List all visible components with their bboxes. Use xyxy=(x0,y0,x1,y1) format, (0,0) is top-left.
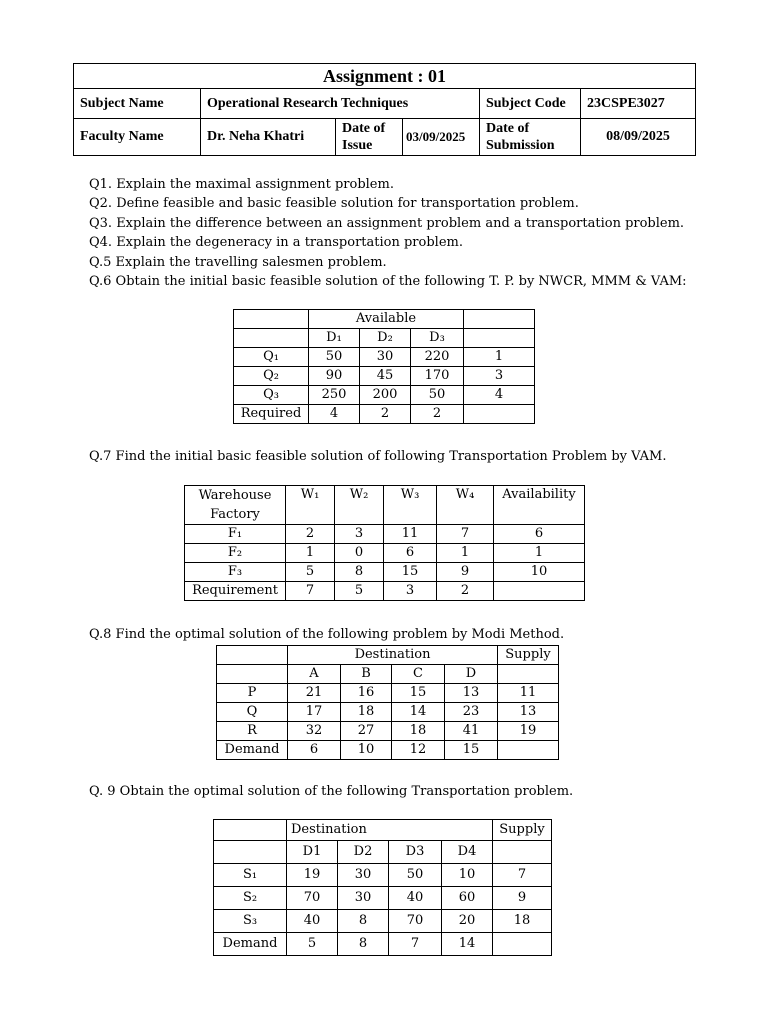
q9-demand: 7 xyxy=(389,933,442,956)
q7-requirement: 5 xyxy=(335,582,384,601)
question-4: Q4. Explain the degeneracy in a transportation problem. xyxy=(89,235,463,251)
q8-demand: 10 xyxy=(341,741,392,760)
q8-supply: 19 xyxy=(498,722,559,741)
table-row xyxy=(214,864,552,887)
q7-availability-header: Availability xyxy=(494,486,585,525)
q6-available-header: Available xyxy=(309,310,464,329)
q8-cell: 18 xyxy=(392,722,445,741)
question-1: Q1. Explain the maximal assignment problem. xyxy=(89,177,394,192)
q6-required: 2 xyxy=(411,405,464,424)
question-list xyxy=(89,175,687,291)
q6-table xyxy=(233,309,535,424)
q7-corner-top: Warehouse xyxy=(198,488,272,503)
table-row xyxy=(185,582,585,601)
table-row xyxy=(214,910,552,933)
issue-date-label: Date of Issue xyxy=(336,119,403,156)
q9-cell: 20 xyxy=(442,910,493,933)
submission-date: 08/09/2025 xyxy=(581,119,696,156)
q7-cell: 5 xyxy=(286,563,335,582)
q9-cell: 8 xyxy=(338,910,389,933)
q8-cell: 14 xyxy=(392,703,445,722)
table-row xyxy=(185,563,585,582)
q7-corner-header xyxy=(185,486,286,525)
q9-demand: 5 xyxy=(287,933,338,956)
q6-required-label: Required xyxy=(234,405,309,424)
subject-name: Operational Research Techniques xyxy=(201,89,480,119)
q7-requirement: 3 xyxy=(384,582,437,601)
q6-row-label: Q₁ xyxy=(234,348,309,367)
q8-col-header: D xyxy=(445,665,498,684)
q7-row-label: F₃ xyxy=(185,563,286,582)
question-3: Q3. Explain the difference between an assignment problem and a transportation problem. xyxy=(89,215,685,231)
q6-required: 4 xyxy=(309,405,360,424)
q6-row-label: Q₃ xyxy=(234,386,309,405)
q9-supply: 9 xyxy=(493,887,552,910)
q6-col-header: D₃ xyxy=(411,329,464,348)
q8-cell: 17 xyxy=(288,703,341,722)
q9-supply: 18 xyxy=(493,910,552,933)
q8-cell: 41 xyxy=(445,722,498,741)
q6-cell: 220 xyxy=(411,348,464,367)
table-row xyxy=(185,544,585,563)
q7-cell: 15 xyxy=(384,563,437,582)
q9-supply-header: Supply xyxy=(493,820,552,841)
q6-required: 2 xyxy=(360,405,411,424)
q9-cell: 50 xyxy=(389,864,442,887)
q9-row-label: S₂ xyxy=(214,887,287,910)
q8-demand: 12 xyxy=(392,741,445,760)
q8-col-header: A xyxy=(288,665,341,684)
table-row xyxy=(217,741,559,760)
q9-destination-header: Destination xyxy=(287,820,493,841)
q7-cell: 0 xyxy=(335,544,384,563)
q6-col-header: D₁ xyxy=(309,329,360,348)
q7-row-label: F₂ xyxy=(185,544,286,563)
q9-col-header: D1 xyxy=(287,841,338,864)
assignment-header-table xyxy=(73,63,696,156)
q9-cell: 60 xyxy=(442,887,493,910)
q8-demand: 15 xyxy=(445,741,498,760)
q8-supply: 11 xyxy=(498,684,559,703)
q8-row-label: P xyxy=(217,684,288,703)
q7-requirement: 2 xyxy=(437,582,494,601)
q7-availability: 10 xyxy=(494,563,585,582)
q8-cell: 21 xyxy=(288,684,341,703)
q6-cell: 50 xyxy=(411,386,464,405)
question-9: Q. 9 Obtain the optimal solution of the following Transportation problem. xyxy=(89,784,574,799)
q7-table xyxy=(184,485,585,601)
q9-cell: 70 xyxy=(287,887,338,910)
q8-demand-label: Demand xyxy=(217,741,288,760)
q7-requirement-label: Requirement xyxy=(185,582,286,601)
q8-demand: 6 xyxy=(288,741,341,760)
q7-row-label: F₁ xyxy=(185,525,286,544)
subject-code: 23CSPE3027 xyxy=(581,89,696,119)
faculty-name-label: Faculty Name xyxy=(74,119,201,156)
q8-cell: 18 xyxy=(341,703,392,722)
q9-supply: 7 xyxy=(493,864,552,887)
q7-cell: 2 xyxy=(286,525,335,544)
q7-cell: 8 xyxy=(335,563,384,582)
table-row xyxy=(217,684,559,703)
q9-cell: 30 xyxy=(338,887,389,910)
q9-row-label: S₁ xyxy=(214,864,287,887)
q6-cell: 50 xyxy=(309,348,360,367)
q9-cell: 10 xyxy=(442,864,493,887)
q9-cell: 70 xyxy=(389,910,442,933)
q8-col-header: B xyxy=(341,665,392,684)
q8-cell: 15 xyxy=(392,684,445,703)
q7-cell: 11 xyxy=(384,525,437,544)
subject-code-label: Subject Code xyxy=(480,89,581,119)
q8-col-header: C xyxy=(392,665,445,684)
table-row xyxy=(217,722,559,741)
q6-cell: 45 xyxy=(360,367,411,386)
issue-date: 03/09/2025 xyxy=(403,119,480,156)
q8-supply-header: Supply xyxy=(498,646,559,665)
q9-col-header: D4 xyxy=(442,841,493,864)
subject-name-label: Subject Name xyxy=(74,89,201,119)
q6-supply: 3 xyxy=(464,367,535,386)
faculty-name: Dr. Neha Khatri xyxy=(201,119,336,156)
submission-date-label: Date of Submission xyxy=(480,119,581,156)
q7-col-header: W₁ xyxy=(286,486,335,525)
table-row xyxy=(234,367,535,386)
q7-cell: 9 xyxy=(437,563,494,582)
question-2: Q2. Define feasible and basic feasible solution for transportation problem. xyxy=(89,196,579,212)
q8-cell: 27 xyxy=(341,722,392,741)
q7-col-header: W₂ xyxy=(335,486,384,525)
q8-cell: 23 xyxy=(445,703,498,722)
q8-destination-header: Destination xyxy=(288,646,498,665)
question-8: Q.8 Find the optimal solution of the following problem by Modi Method. xyxy=(89,627,565,642)
table-row xyxy=(234,405,535,424)
q9-col-header: D2 xyxy=(338,841,389,864)
q7-cell: 3 xyxy=(335,525,384,544)
q6-cell: 30 xyxy=(360,348,411,367)
table-row xyxy=(185,525,585,544)
q7-cell: 1 xyxy=(286,544,335,563)
q7-cell: 6 xyxy=(384,544,437,563)
q9-demand: 14 xyxy=(442,933,493,956)
q9-col-header: D3 xyxy=(389,841,442,864)
question-7: Q.7 Find the initial basic feasible solution of following Transportation Problem by VAM. xyxy=(89,449,667,464)
q8-table xyxy=(216,645,559,760)
q7-requirement: 7 xyxy=(286,582,335,601)
q6-row-label: Q₂ xyxy=(234,367,309,386)
question-6: Q.6 Obtain the initial basic feasible solution of the following T. P. by NWCR, MMM & VAM: xyxy=(89,274,687,290)
q6-supply: 4 xyxy=(464,386,535,405)
table-row xyxy=(217,703,559,722)
q6-supply: 1 xyxy=(464,348,535,367)
q8-supply: 13 xyxy=(498,703,559,722)
q7-col-header: W₄ xyxy=(437,486,494,525)
q6-cell: 90 xyxy=(309,367,360,386)
q9-cell: 40 xyxy=(389,887,442,910)
table-row xyxy=(234,348,535,367)
q6-cell: 250 xyxy=(309,386,360,405)
q9-table xyxy=(213,819,552,956)
table-row xyxy=(234,386,535,405)
q8-cell: 32 xyxy=(288,722,341,741)
q7-availability: 1 xyxy=(494,544,585,563)
q7-availability: 6 xyxy=(494,525,585,544)
q9-cell: 19 xyxy=(287,864,338,887)
q9-row-label: S₃ xyxy=(214,910,287,933)
q8-row-label: Q xyxy=(217,703,288,722)
q9-cell: 40 xyxy=(287,910,338,933)
q7-corner-bottom: Factory xyxy=(210,507,260,522)
q6-cell: 170 xyxy=(411,367,464,386)
question-5: Q.5 Explain the travelling salesmen problem. xyxy=(89,254,387,270)
q8-cell: 16 xyxy=(341,684,392,703)
q8-row-label: R xyxy=(217,722,288,741)
table-row xyxy=(214,887,552,910)
q7-col-header: W₃ xyxy=(384,486,437,525)
q8-cell: 13 xyxy=(445,684,498,703)
q6-col-header: D₂ xyxy=(360,329,411,348)
assignment-title: Assignment : 01 xyxy=(74,64,696,89)
q9-demand-label: Demand xyxy=(214,933,287,956)
q9-demand: 8 xyxy=(338,933,389,956)
q7-cell: 7 xyxy=(437,525,494,544)
q9-cell: 30 xyxy=(338,864,389,887)
table-row xyxy=(214,933,552,956)
q6-cell: 200 xyxy=(360,386,411,405)
q7-cell: 1 xyxy=(437,544,494,563)
